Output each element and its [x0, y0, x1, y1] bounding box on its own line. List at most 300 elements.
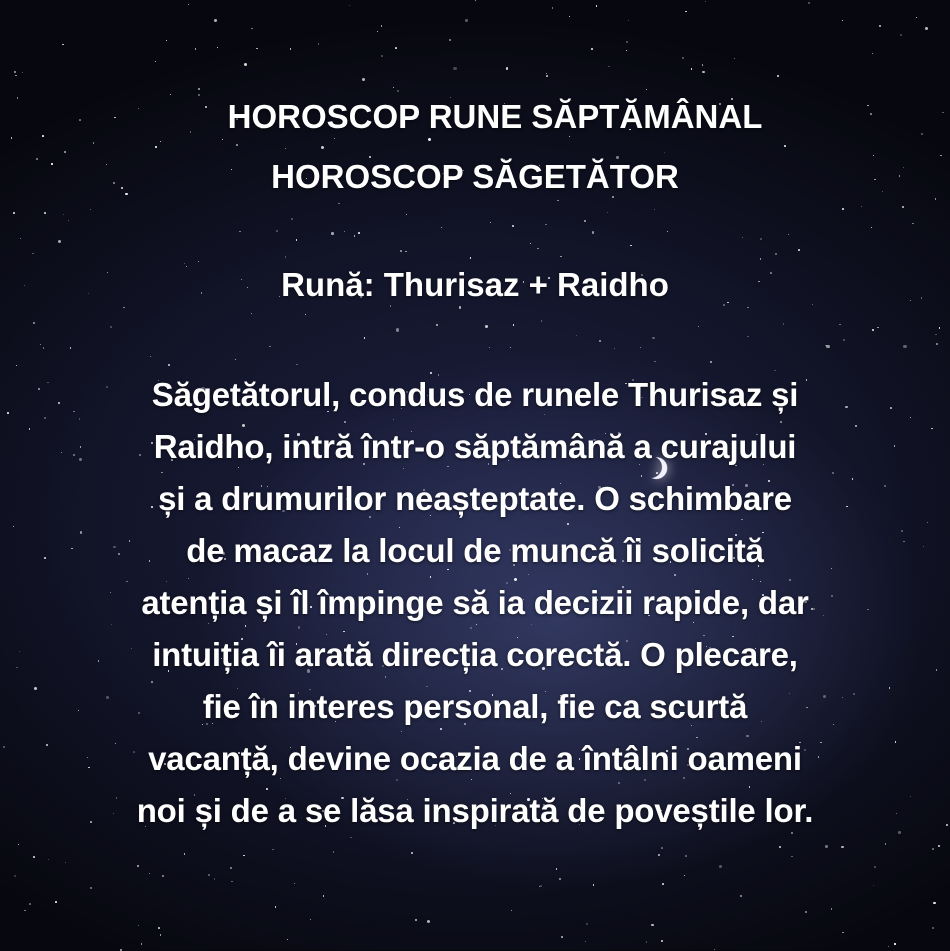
- star: [141, 943, 143, 945]
- star: [358, 232, 359, 233]
- star: [646, 89, 647, 90]
- star: [411, 852, 413, 854]
- star: [166, 40, 168, 42]
- rune-subtitle: Rună: Thurisaz + Raidho: [281, 266, 669, 303]
- star: [682, 57, 684, 59]
- star: [244, 63, 247, 66]
- star: [662, 883, 664, 885]
- star: [64, 151, 66, 153]
- star: [808, 2, 810, 4]
- star: [390, 305, 392, 307]
- star: [879, 25, 881, 27]
- star: [872, 53, 873, 54]
- star: [530, 243, 531, 244]
- star: [779, 846, 781, 848]
- star: [646, 941, 647, 942]
- star: [214, 19, 217, 22]
- star: [855, 425, 857, 427]
- star: [321, 146, 324, 149]
- star: [667, 231, 669, 233]
- body-line: noi și de a se lăsa inspirată de poveștile lor.: [136, 792, 814, 829]
- star: [626, 41, 628, 43]
- star: [58, 240, 61, 243]
- star: [861, 206, 862, 207]
- star: [377, 31, 378, 32]
- star: [395, 47, 397, 49]
- star: [17, 97, 18, 98]
- star: [475, 0, 476, 1]
- star: [933, 902, 936, 905]
- star: [430, 372, 431, 373]
- star: [576, 335, 577, 336]
- star: [13, 526, 15, 528]
- star: [198, 261, 200, 263]
- star: [453, 67, 456, 70]
- star: [531, 624, 532, 625]
- star: [940, 155, 942, 157]
- star: [567, 523, 568, 524]
- star: [15, 75, 16, 76]
- star: [654, 361, 656, 363]
- star: [256, 48, 257, 49]
- star: [511, 910, 512, 911]
- star: [641, 475, 643, 477]
- star: [470, 257, 472, 259]
- star: [350, 837, 351, 838]
- star: [428, 138, 431, 141]
- star: [747, 336, 748, 337]
- star: [310, 919, 311, 920]
- star: [13, 212, 15, 214]
- star: [935, 198, 936, 199]
- star: [465, 19, 468, 22]
- star: [90, 887, 91, 888]
- star: [760, 258, 762, 260]
- star: [11, 137, 12, 138]
- star: [305, 314, 306, 315]
- star: [396, 328, 399, 331]
- star: [912, 223, 913, 224]
- star: [586, 923, 588, 925]
- star: [184, 263, 185, 264]
- star: [344, 231, 345, 232]
- star: [48, 859, 49, 860]
- star: [415, 919, 416, 920]
- star: [798, 249, 800, 251]
- star: [490, 222, 491, 223]
- star: [285, 148, 286, 149]
- star: [230, 867, 232, 869]
- star: [290, 48, 292, 50]
- star: [742, 237, 743, 238]
- star: [393, 419, 395, 421]
- star: [540, 885, 542, 887]
- star: [214, 878, 216, 880]
- star: [546, 75, 548, 77]
- star: [489, 347, 490, 348]
- star: [841, 846, 844, 849]
- star: [40, 344, 41, 345]
- star: [789, 579, 791, 581]
- star: [243, 855, 245, 857]
- star: [927, 522, 928, 523]
- star: [385, 676, 387, 678]
- star: [393, 87, 394, 88]
- star: [296, 364, 297, 365]
- star: [569, 16, 570, 17]
- star: [545, 224, 546, 225]
- star: [251, 28, 252, 29]
- star: [788, 234, 789, 235]
- body-line: atenția și îl împinge să ia decizii rapide, dar: [141, 584, 809, 621]
- star: [644, 779, 646, 781]
- star: [910, 417, 911, 418]
- star: [902, 206, 904, 208]
- star: [110, 326, 112, 328]
- star: [541, 320, 543, 322]
- star: [33, 856, 35, 858]
- star: [512, 225, 514, 227]
- star: [925, 27, 928, 30]
- star: [222, 139, 223, 140]
- star: [719, 865, 722, 868]
- star: [276, 230, 278, 232]
- star: [280, 778, 281, 779]
- star: [560, 256, 561, 257]
- star: [696, 737, 698, 739]
- star: [552, 7, 554, 9]
- star: [705, 1, 706, 2]
- star: [294, 883, 295, 884]
- body-line: Săgetătorul, condus de runele Thurisaz și: [151, 376, 799, 413]
- star: [916, 17, 917, 18]
- star: [871, 227, 872, 228]
- star: [168, 364, 169, 365]
- star: [775, 253, 776, 254]
- star: [291, 218, 293, 220]
- star: [607, 212, 609, 214]
- star: [381, 55, 383, 57]
- star: [195, 48, 196, 49]
- star: [485, 325, 488, 328]
- star: [556, 868, 558, 870]
- star: [932, 927, 934, 929]
- star: [275, 906, 276, 907]
- star: [658, 854, 660, 856]
- body-line: intuiția îi arată direcția corectă. O plecare,: [152, 636, 798, 673]
- body-line: vacanță, devine ocazia de a întâlni oameni: [148, 740, 802, 777]
- star: [612, 196, 614, 198]
- star: [693, 622, 694, 623]
- star: [349, 5, 350, 6]
- star: [161, 472, 163, 474]
- star: [877, 327, 879, 329]
- star: [63, 214, 64, 215]
- star: [826, 345, 829, 348]
- star: [812, 304, 813, 305]
- star: [774, 370, 776, 372]
- star: [401, 731, 402, 732]
- star: [14, 71, 16, 73]
- star: [155, 61, 156, 62]
- star: [734, 58, 735, 59]
- star: [44, 212, 46, 214]
- star: [832, 472, 834, 474]
- star: [238, 467, 239, 468]
- star: [403, 468, 404, 469]
- star: [251, 313, 252, 314]
- star: [449, 39, 451, 41]
- star: [269, 346, 271, 348]
- star: [208, 874, 210, 876]
- star: [364, 337, 365, 338]
- star: [160, 934, 161, 935]
- star: [318, 43, 320, 45]
- star: [630, 245, 631, 246]
- star: [702, 64, 704, 66]
- star: [514, 578, 517, 581]
- star: [32, 253, 33, 254]
- star: [272, 849, 273, 850]
- star: [245, 625, 247, 627]
- star: [231, 881, 232, 882]
- star: [628, 20, 629, 21]
- star: [873, 155, 874, 156]
- star: [592, 231, 594, 233]
- star: [885, 843, 887, 845]
- star: [698, 326, 699, 327]
- star: [900, 34, 902, 36]
- star: [18, 844, 19, 845]
- star: [208, 623, 209, 624]
- star: [747, 307, 749, 309]
- star: [740, 895, 742, 897]
- star: [760, 581, 762, 583]
- star: [399, 527, 400, 528]
- star: [760, 238, 762, 240]
- body-line: Raidho, intră într-o săptămână a curajului: [153, 428, 797, 465]
- star: [20, 238, 21, 239]
- star: [888, 946, 889, 947]
- star: [654, 209, 655, 210]
- star: [936, 343, 938, 345]
- star: [932, 848, 933, 849]
- star: [825, 845, 827, 847]
- title-line-2: HOROSCOP SĂGETĂTOR: [271, 158, 679, 195]
- star: [150, 356, 152, 358]
- star: [333, 851, 335, 853]
- star: [506, 67, 509, 70]
- star: [746, 735, 748, 737]
- star: [198, 88, 200, 90]
- star: [873, 885, 874, 886]
- star: [839, 324, 840, 325]
- star: [557, 200, 559, 202]
- star: [396, 779, 398, 781]
- star: [585, 941, 586, 942]
- star: [752, 579, 753, 580]
- star: [405, 251, 407, 253]
- star: [14, 875, 16, 877]
- star: [149, 873, 150, 874]
- body-line: și a drumurilor neașteptate. O schimbare: [158, 480, 792, 517]
- star: [652, 337, 654, 339]
- star: [158, 927, 160, 929]
- star: [287, 939, 288, 940]
- star: [441, 227, 442, 228]
- star: [939, 327, 940, 328]
- star: [559, 878, 561, 880]
- star: [33, 322, 35, 324]
- star: [459, 306, 462, 309]
- star: [584, 220, 586, 222]
- star: [22, 72, 23, 73]
- star: [198, 94, 200, 96]
- star: [843, 339, 845, 341]
- star: [236, 144, 238, 146]
- star: [24, 910, 25, 911]
- star: [741, 519, 742, 520]
- star: [593, 884, 595, 886]
- star: [805, 911, 807, 913]
- star: [285, 256, 287, 258]
- star: [400, 250, 402, 252]
- star: [791, 856, 792, 857]
- star: [784, 145, 786, 147]
- star: [777, 75, 779, 77]
- star: [561, 936, 563, 938]
- star: [239, 231, 240, 232]
- star: [903, 345, 906, 348]
- star: [343, 631, 344, 632]
- star: [406, 214, 407, 215]
- star: [898, 831, 901, 834]
- star: [16, 365, 17, 366]
- star: [626, 50, 627, 51]
- star: [710, 361, 712, 363]
- star: [68, 220, 69, 221]
- star: [476, 624, 478, 626]
- star: [354, 235, 356, 237]
- star: [296, 239, 298, 241]
- star: [242, 424, 245, 427]
- star: [344, 421, 346, 423]
- star: [427, 920, 430, 923]
- body-line: de macaz la locul de muncă îi solicită: [186, 532, 764, 569]
- star: [137, 865, 139, 867]
- star: [426, 686, 427, 687]
- star: [29, 903, 31, 905]
- star: [440, 728, 442, 730]
- star: [43, 347, 45, 349]
- star: [783, 323, 785, 325]
- star: [640, 347, 641, 348]
- star: [608, 66, 609, 67]
- star: [90, 209, 91, 210]
- star: [381, 25, 382, 26]
- star: [938, 845, 940, 847]
- star: [188, 578, 189, 579]
- star: [831, 908, 833, 910]
- star: [842, 932, 844, 934]
- star: [44, 417, 46, 419]
- star: [664, 152, 665, 153]
- star: [266, 788, 268, 790]
- star: [546, 73, 547, 74]
- star: [334, 138, 335, 139]
- star: [614, 348, 615, 349]
- star: [872, 329, 873, 330]
- star: [599, 340, 601, 342]
- star: [618, 782, 620, 784]
- star: [184, 853, 185, 854]
- star: [62, 44, 64, 46]
- star: [684, 875, 685, 876]
- star: [111, 624, 112, 625]
- star: [331, 232, 334, 235]
- star: [323, 895, 325, 897]
- star: [591, 48, 593, 50]
- star: [874, 866, 876, 868]
- star: [528, 574, 529, 575]
- star: [166, 581, 167, 582]
- star: [55, 901, 57, 903]
- star: [188, 4, 189, 5]
- star: [160, 141, 161, 142]
- title-line-1: HOROSCOP RUNE SĂPTĂMÂNAL: [227, 98, 763, 135]
- star: [70, 347, 72, 349]
- star: [126, 581, 127, 582]
- star: [217, 47, 218, 48]
- star: [702, 71, 705, 74]
- star: [79, 418, 80, 419]
- star: [155, 146, 156, 147]
- star: [894, 943, 895, 944]
- star: [791, 832, 793, 834]
- star: [842, 208, 844, 210]
- star: [651, 924, 654, 927]
- star: [362, 78, 365, 81]
- star: [780, 421, 782, 423]
- star: [65, 862, 67, 864]
- star: [170, 94, 171, 95]
- star: [162, 875, 164, 877]
- star: [470, 627, 472, 629]
- star: [93, 142, 95, 144]
- star: [436, 324, 438, 326]
- star: [430, 576, 432, 578]
- star: [723, 304, 724, 305]
- star: [298, 626, 300, 628]
- star: [235, 359, 236, 360]
- star: [674, 574, 676, 576]
- star: [596, 5, 597, 6]
- star: [935, 334, 937, 336]
- star: [338, 203, 339, 204]
- body-line: fie în interes personal, fie ca scurtă: [202, 688, 748, 725]
- star: [123, 307, 125, 309]
- star: [151, 681, 153, 683]
- star: [661, 847, 663, 849]
- star: [661, 940, 663, 942]
- star: [510, 347, 511, 348]
- star: [749, 786, 751, 788]
- star: [397, 90, 399, 92]
- star: [685, 855, 687, 857]
- star: [367, 573, 368, 574]
- star: [537, 248, 538, 249]
- star: [471, 779, 472, 780]
